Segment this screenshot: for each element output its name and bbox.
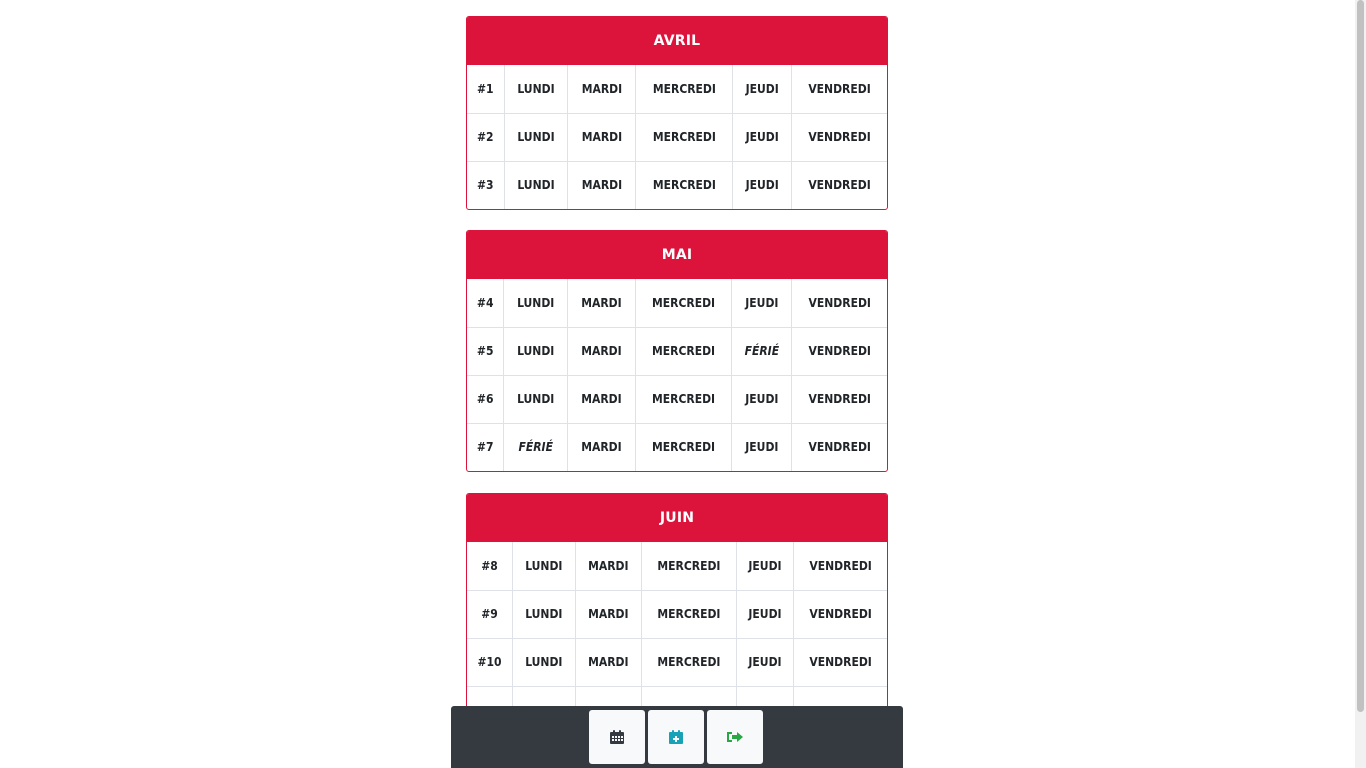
- weeks-table: [467, 279, 887, 471]
- week-row: [467, 590, 887, 638]
- day-cell[interactable]: LUNDI: [504, 113, 568, 161]
- sign-out-icon: [726, 729, 744, 745]
- week-number: #7: [467, 423, 504, 471]
- week-row: [467, 113, 887, 161]
- day-cell[interactable]: VENDREDI: [809, 558, 872, 573]
- day-cell[interactable]: LUNDI: [504, 327, 568, 375]
- week-row: [467, 638, 887, 686]
- day-cell[interactable]: JEUDI: [732, 375, 792, 423]
- day-cell[interactable]: MARDI: [568, 423, 636, 471]
- week-number: #4: [467, 279, 504, 327]
- day-cell[interactable]: JEUDI: [733, 161, 792, 209]
- holiday-cell: FÉRIÉ: [732, 327, 792, 375]
- day-cell[interactable]: MARDI: [568, 327, 636, 375]
- day-cell[interactable]: MERCREDI: [635, 279, 731, 327]
- week-number: #10: [467, 638, 513, 686]
- day-cell[interactable]: JEUDI: [733, 113, 792, 161]
- day-cell[interactable]: MERCREDI: [642, 542, 737, 590]
- day-cell[interactable]: VENDREDI: [794, 590, 887, 638]
- day-cell[interactable]: JEUDI: [733, 65, 792, 113]
- week-number: #6: [467, 375, 504, 423]
- day-cell[interactable]: LUNDI: [513, 590, 576, 638]
- day-cell[interactable]: MERCREDI: [635, 423, 731, 471]
- day-cell[interactable]: VENDREDI: [808, 295, 871, 310]
- day-cell[interactable]: MERCREDI: [642, 638, 737, 686]
- holiday-cell: FÉRIÉ: [504, 423, 568, 471]
- day-cell[interactable]: JEUDI: [732, 423, 792, 471]
- week-row: [467, 542, 887, 590]
- day-cell[interactable]: MARDI: [575, 542, 642, 590]
- month-title: MAI: [467, 231, 887, 279]
- day-cell[interactable]: MARDI: [568, 279, 636, 327]
- day-cell[interactable]: MERCREDI: [636, 161, 733, 209]
- month-title: AVRIL: [467, 17, 887, 65]
- day-cell[interactable]: LUNDI: [504, 65, 568, 113]
- day-cell[interactable]: MARDI: [568, 161, 636, 209]
- day-cell[interactable]: VENDREDI: [808, 81, 871, 96]
- day-cell[interactable]: JEUDI: [736, 542, 793, 590]
- week-row: [467, 327, 887, 375]
- day-cell[interactable]: LUNDI: [504, 161, 568, 209]
- week-number: #5: [467, 327, 504, 375]
- day-cell[interactable]: MERCREDI: [636, 65, 733, 113]
- day-cell[interactable]: LUNDI: [513, 542, 576, 590]
- day-cell[interactable]: VENDREDI: [792, 375, 887, 423]
- day-cell[interactable]: VENDREDI: [794, 638, 887, 686]
- day-cell[interactable]: LUNDI: [504, 279, 568, 327]
- add-event-button[interactable]: [648, 710, 704, 764]
- month-card-avril: [466, 16, 888, 210]
- day-cell[interactable]: MARDI: [568, 113, 636, 161]
- weeks-table: [467, 65, 887, 209]
- week-number: #3: [467, 161, 504, 209]
- day-cell[interactable]: VENDREDI: [792, 423, 887, 471]
- day-cell[interactable]: MERCREDI: [635, 327, 731, 375]
- day-cell[interactable]: MARDI: [575, 590, 642, 638]
- week-row: [467, 423, 887, 471]
- day-cell[interactable]: LUNDI: [504, 375, 568, 423]
- week-number: #1: [467, 65, 504, 113]
- bottom-toolbar: [451, 706, 903, 768]
- logout-button[interactable]: [707, 710, 763, 764]
- day-cell[interactable]: MARDI: [568, 375, 636, 423]
- week-row: [467, 161, 887, 209]
- day-cell[interactable]: MERCREDI: [636, 113, 733, 161]
- calendar-icon: [609, 729, 625, 745]
- day-cell[interactable]: JEUDI: [732, 279, 792, 327]
- day-cell[interactable]: LUNDI: [513, 638, 576, 686]
- day-cell[interactable]: MARDI: [568, 65, 636, 113]
- day-cell[interactable]: VENDREDI: [792, 327, 887, 375]
- day-cell[interactable]: VENDREDI: [792, 113, 887, 161]
- calendar-button[interactable]: [589, 710, 645, 764]
- week-number: #9: [467, 590, 513, 638]
- day-cell[interactable]: MERCREDI: [635, 375, 731, 423]
- week-number: #8: [467, 542, 513, 590]
- week-row: [467, 375, 887, 423]
- month-card-juin: [466, 493, 888, 735]
- day-cell[interactable]: JEUDI: [736, 590, 793, 638]
- month-title: JUIN: [467, 494, 887, 542]
- week-row: [467, 65, 887, 113]
- week-number: #2: [467, 113, 504, 161]
- day-cell[interactable]: MARDI: [575, 638, 642, 686]
- week-row: [467, 279, 887, 327]
- day-cell[interactable]: MERCREDI: [642, 590, 737, 638]
- month-card-mai: [466, 230, 888, 472]
- day-cell[interactable]: VENDREDI: [792, 161, 887, 209]
- scrollbar-thumb[interactable]: [1357, 0, 1364, 712]
- calendar-plus-icon: [668, 729, 684, 745]
- day-cell[interactable]: JEUDI: [736, 638, 793, 686]
